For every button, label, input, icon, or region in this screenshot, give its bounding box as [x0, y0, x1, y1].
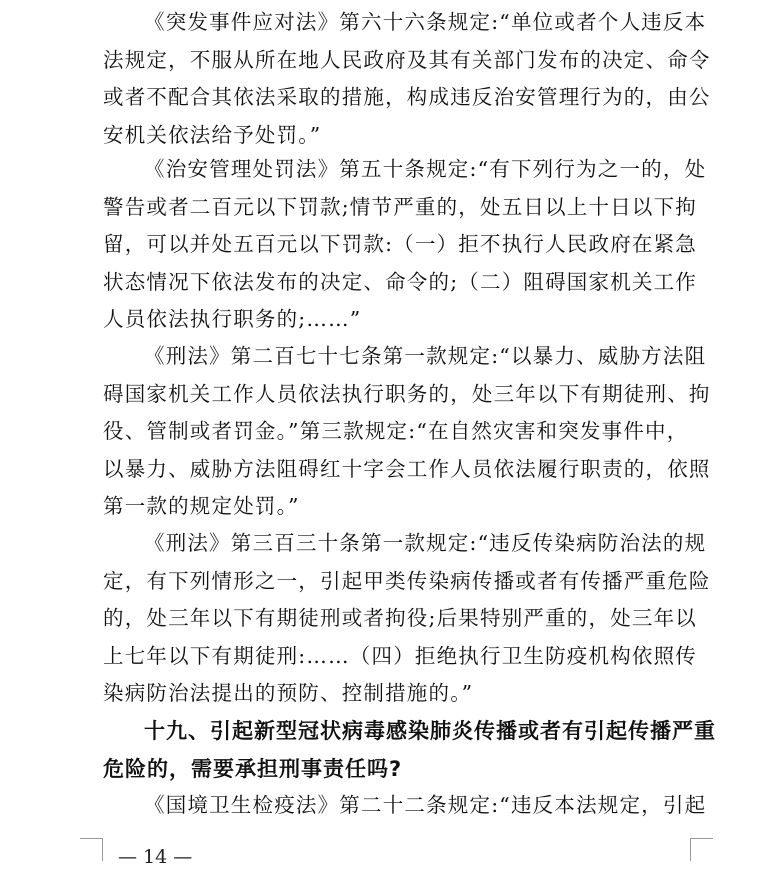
heading-line: 十九、引起新型冠状病毒感染肺炎传播或者有引起传播严重: [144, 719, 716, 743]
text-line: 的，处三年以下有期徒刑或者拘役;后果特别严重的，处三年以: [103, 606, 698, 630]
text-line: 碍国家机关工作人员依法执行职务的，处三年以下有期徒刑、拘: [103, 381, 711, 406]
paragraph-criminal-law-277: [103, 338, 711, 526]
text-line: 第一款的规定处罚。”: [103, 494, 300, 518]
text-line: 以暴力、威胁方法阻碍红十字会工作人员依法履行职责的，依照: [103, 456, 711, 481]
text-line: 状态情况下依法发布的决定、命令的;（二）阻碍国家机关工作: [103, 269, 698, 294]
text-line: 人员依法执行职务的;……”: [103, 307, 362, 331]
heading-line: 危险的，需要承担刑事责任吗?: [103, 756, 403, 781]
text-line: 《国境卫生检疫法》第二十二条规定:“违反本法规定，引起: [144, 793, 707, 817]
section-heading-19: [103, 713, 716, 788]
text-line: 染病防治法提出的预防、控制措施的。”: [103, 681, 474, 705]
text-line: 《刑法》第三百三十条第一款规定:“违反传染病防治法的规: [144, 531, 707, 555]
text-line: 警告或者二百元以下罚款;情节严重的，处五日以上十日以下拘: [103, 194, 698, 219]
paragraph-criminal-law-330: [103, 525, 711, 713]
page-number: — 14 —: [118, 846, 193, 868]
text-line: 《治安管理处罚法》第五十条规定:“有下列行为之一的，处: [144, 157, 707, 181]
text-line: 或者不配合其依法采取的措施，构成违反治安管理行为的，由公: [103, 85, 711, 109]
page-corner-mark-left: [80, 838, 103, 861]
paragraph-public-security-law: [103, 151, 707, 339]
text-line: 上七年以下有期徒刑:……（四）拒绝执行卫生防疫机构依照传: [103, 643, 698, 668]
text-line: 《突发事件应对法》第六十六条规定:“单位或者个人违反本: [144, 10, 707, 34]
paragraph-frontier-health-law: [103, 787, 707, 825]
paragraph-emergency-response-law: [103, 4, 711, 154]
text-line: 留，可以并处五百元以下罚款:（一）拒不执行人民政府在紧急: [103, 232, 698, 256]
text-line: 定，有下列情形之一，引起甲类传染病传播或者有传播严重危险: [103, 568, 711, 593]
text-line: 安机关依法给予处罚。”: [103, 122, 322, 147]
page-corner-mark-right: [690, 838, 713, 861]
text-line: 法规定，不服从所在地人民政府及其有关部门发布的决定、命令: [103, 47, 711, 72]
text-line: 《刑法》第二百七十七条第一款规定:“以暴力、威胁方法阻: [144, 344, 707, 368]
text-line: 役、管制或者罚金。”第三款规定:“在自然灾害和突发事件中，: [103, 419, 689, 443]
